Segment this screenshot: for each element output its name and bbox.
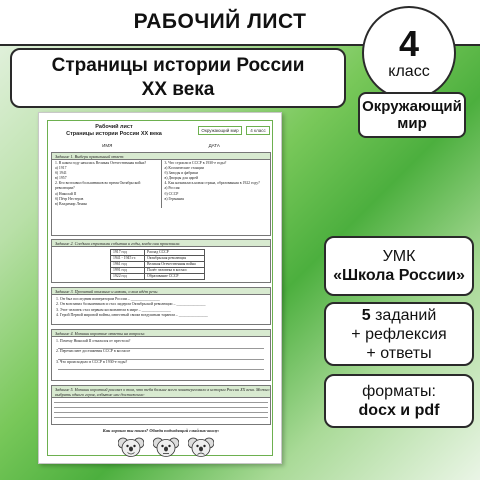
task1-left-line: в) Владимир Ленин — [55, 201, 87, 206]
year-cell: 1991 год — [111, 268, 145, 274]
task3-title: Задание 3. Прочитай описание и назови, о ком идёт речь: — [52, 288, 270, 295]
event-cell: Распад СССР — [145, 250, 205, 256]
answer-line — [58, 365, 264, 370]
event-cell: Образование СССР — [145, 274, 205, 280]
event-cell: Октябрьская революция — [145, 256, 205, 262]
worksheet-title1: Рабочий лист — [95, 124, 133, 130]
task1-right-line: в) Германия — [164, 196, 184, 201]
tasks-line3: + ответы — [366, 344, 432, 362]
task1-left — [52, 160, 162, 208]
grade-badge — [362, 6, 456, 100]
subject-box — [358, 92, 466, 138]
title-box — [10, 48, 346, 108]
umk-label: УМК — [382, 248, 416, 265]
task1-right-line: а) Россия — [164, 186, 180, 191]
task4-item: 2. Перечислите достижения СССР в космосе — [56, 349, 131, 354]
event-cell: Великая Отечественная война — [145, 262, 205, 268]
formats-label: форматы: — [362, 383, 436, 400]
task1-left-line: в) 1957 — [55, 176, 67, 181]
task4-title: Задание 4. Напиши короткие ответы на вопросы: — [52, 330, 270, 337]
task1-right-line: б) Заводы и фабрики — [164, 171, 199, 176]
task5-title: Задание 5. Напиши короткий рассказ о том, что тебя больше всего заинтересовало в истории России XX века. Можно выбрать одного героя, событие или достижение: — [52, 386, 270, 398]
task1-left-line: а) 1917 — [55, 166, 67, 171]
year-cell: 1922 год — [111, 274, 145, 280]
title-line2: XX века — [141, 79, 215, 100]
task3-item: 1. Он был последним императором России – _______________ — [56, 297, 160, 301]
year-cell: 1917 год — [111, 250, 145, 256]
worksheet-grade-tag: 4 класс — [246, 126, 270, 135]
task1-left-line: б) Пётр Нестеров — [55, 196, 84, 201]
grade-label: класс — [388, 63, 430, 80]
tasks-info-box — [324, 302, 474, 366]
worksheet-subject-tag: Окружающий мир — [198, 126, 242, 135]
task1-left-line: а) Николай II — [55, 191, 77, 196]
task1-right — [162, 160, 271, 208]
task3-item: 4. Герой Первой мировой войны, известный своим воздушным тараном – _______________ — [56, 313, 208, 318]
tasks-count-label: заданий — [370, 306, 437, 324]
umk-name: «Школа России» — [333, 267, 465, 284]
koala-faces — [118, 436, 214, 458]
task3-item: 3. Этот человек стал первым космонавтом в мире – _______________ — [56, 307, 171, 312]
koala-neutral-icon — [153, 436, 179, 458]
title-line1: Страницы истории России — [51, 55, 305, 76]
task2-title: Задание 2. Соедини стрелками события и годы, когда они произошли: — [52, 240, 270, 247]
worksheet-heading — [54, 124, 174, 138]
answer-line — [54, 413, 268, 418]
task4-item: 3. Что происходило в СССР в 1930-е годы? — [56, 359, 128, 364]
task2 — [51, 239, 271, 283]
task3-item: 2. Он возглавил большевиков и стал лидером Октябрьской революции – _______________ — [56, 302, 206, 307]
tasks-line1 — [362, 306, 437, 325]
task4 — [51, 329, 271, 381]
worksheet-preview — [38, 112, 282, 464]
formats-box — [324, 374, 474, 428]
name-label: ИМЯ — [102, 143, 113, 148]
table-row — [111, 274, 205, 280]
task1 — [51, 152, 271, 236]
task1-right-line: 3. Что строили в СССР в 1930-е годы? — [164, 161, 227, 165]
task1-left-line: 1. В каком году началась Великая Отечественная война? — [55, 161, 147, 165]
task1-left-line: б) 1941 — [55, 171, 67, 176]
task1-right-line: в) Дворцы для царей — [164, 176, 199, 181]
task1-right-line: б) СССР — [164, 191, 179, 196]
year-cell: 1961 год — [111, 262, 145, 268]
tasks-line2: + рефлексия — [351, 325, 447, 343]
task1-columns — [52, 160, 270, 208]
umk-box — [324, 236, 474, 296]
worksheet-name-date — [54, 143, 268, 148]
task4-body — [52, 337, 270, 372]
event-cell: Полёт человека в космос — [145, 268, 205, 274]
task3-body — [52, 295, 270, 321]
worksheet-frame — [47, 120, 273, 456]
tasks-count: 5 — [361, 306, 371, 324]
task3 — [51, 287, 271, 325]
grade-number: 4 — [398, 23, 420, 64]
koala-sad-icon — [188, 436, 214, 458]
subject-line2: мир — [397, 115, 427, 132]
reflection-prompt: Как хорошо ты понял? Обведи подходящий смайлик-коалу: — [102, 428, 220, 433]
task1-right-line: 4. Как называлась новая страна, образованная в 1922 году? — [164, 181, 260, 186]
task1-right-line: а) Космические станции — [164, 166, 204, 171]
year-cell: 1941 - 1945 гг. — [111, 256, 145, 262]
worksheet-title2: Страницы истории России XX века — [66, 131, 162, 137]
task5 — [51, 385, 271, 425]
task2-table — [110, 249, 205, 280]
formats-value: docx и pdf — [358, 402, 440, 419]
task1-left-line: 2. Кто возглавил большевиков во время Октябрьской революции? — [55, 181, 141, 191]
header-title: РАБОЧИЙ ЛИСТ — [133, 10, 307, 33]
koala-happy-icon — [118, 436, 144, 458]
table-row — [111, 262, 205, 268]
date-label: ДАТА — [208, 143, 220, 148]
task1-title: Задание 1. Выбери правильный ответ: — [52, 153, 270, 160]
subject-line1: Окружающий — [362, 98, 462, 115]
task4-item: 1. Почему Николай II отказался от престола? — [56, 339, 131, 343]
